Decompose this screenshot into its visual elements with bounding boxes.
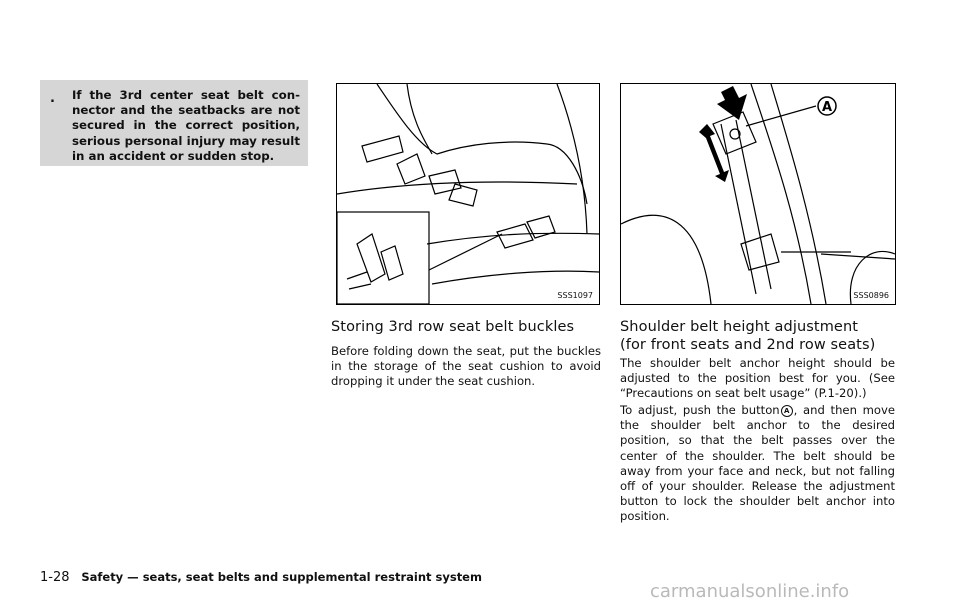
shoulder-belt-illustration xyxy=(621,84,895,304)
warning-bullet: . xyxy=(50,91,55,106)
warning-text: If the 3rd center seat belt con-nector and the seatbacks are not secured in the correct position, serious personal injury may result in an accident or sudden stop. xyxy=(72,88,300,163)
para2-before: To adjust, push the button xyxy=(620,403,780,417)
heading-line-1: Shoulder belt height adjustment xyxy=(620,319,859,335)
section-heading-storing: Storing 3rd row seat belt buckles xyxy=(331,319,575,335)
shoulder-para-1: The shoulder belt anchor height should be adjusted to the position best for you. (See “Precautions on seat belt usage” (P.1-20).) xyxy=(620,356,895,401)
callout-label: A xyxy=(821,100,833,115)
push-arrow-icon xyxy=(717,86,747,120)
footer-section-title: Safety — seats, seat belts and supplemental restraint system xyxy=(81,570,482,584)
section-body-storing: Before folding down the seat, put the buckles in the storage of the seat cushion to avoid dropping it under the seat cushion. xyxy=(331,344,601,389)
figure-storing-buckles xyxy=(336,83,600,305)
shoulder-para-2 xyxy=(620,403,895,525)
figure-shoulder-belt xyxy=(620,83,896,305)
figure-code: SSS1097 xyxy=(557,291,593,300)
warning-box xyxy=(40,80,308,166)
para2-after: , and then move the shoulder belt anchor to the desired position, so that the belt passes over the center of the shoulder. The belt should be away from your face and neck, but not falling off of your shoulder. Release the adjustment button to lock the shoulder belt anchor into position. xyxy=(620,403,895,524)
button-a-symbol: A xyxy=(781,405,793,417)
page-footer xyxy=(40,570,482,585)
heading-line-2: (for front seats and 2nd row seats) xyxy=(620,337,876,353)
section-heading-shoulder xyxy=(620,318,905,354)
up-down-arrow-icon xyxy=(699,124,729,182)
page-number: 1-28 xyxy=(40,570,70,585)
watermark: carmanualsonline.info xyxy=(650,581,850,602)
seat-buckle-illustration xyxy=(337,84,599,304)
figure-code: SSS0896 xyxy=(853,291,889,300)
